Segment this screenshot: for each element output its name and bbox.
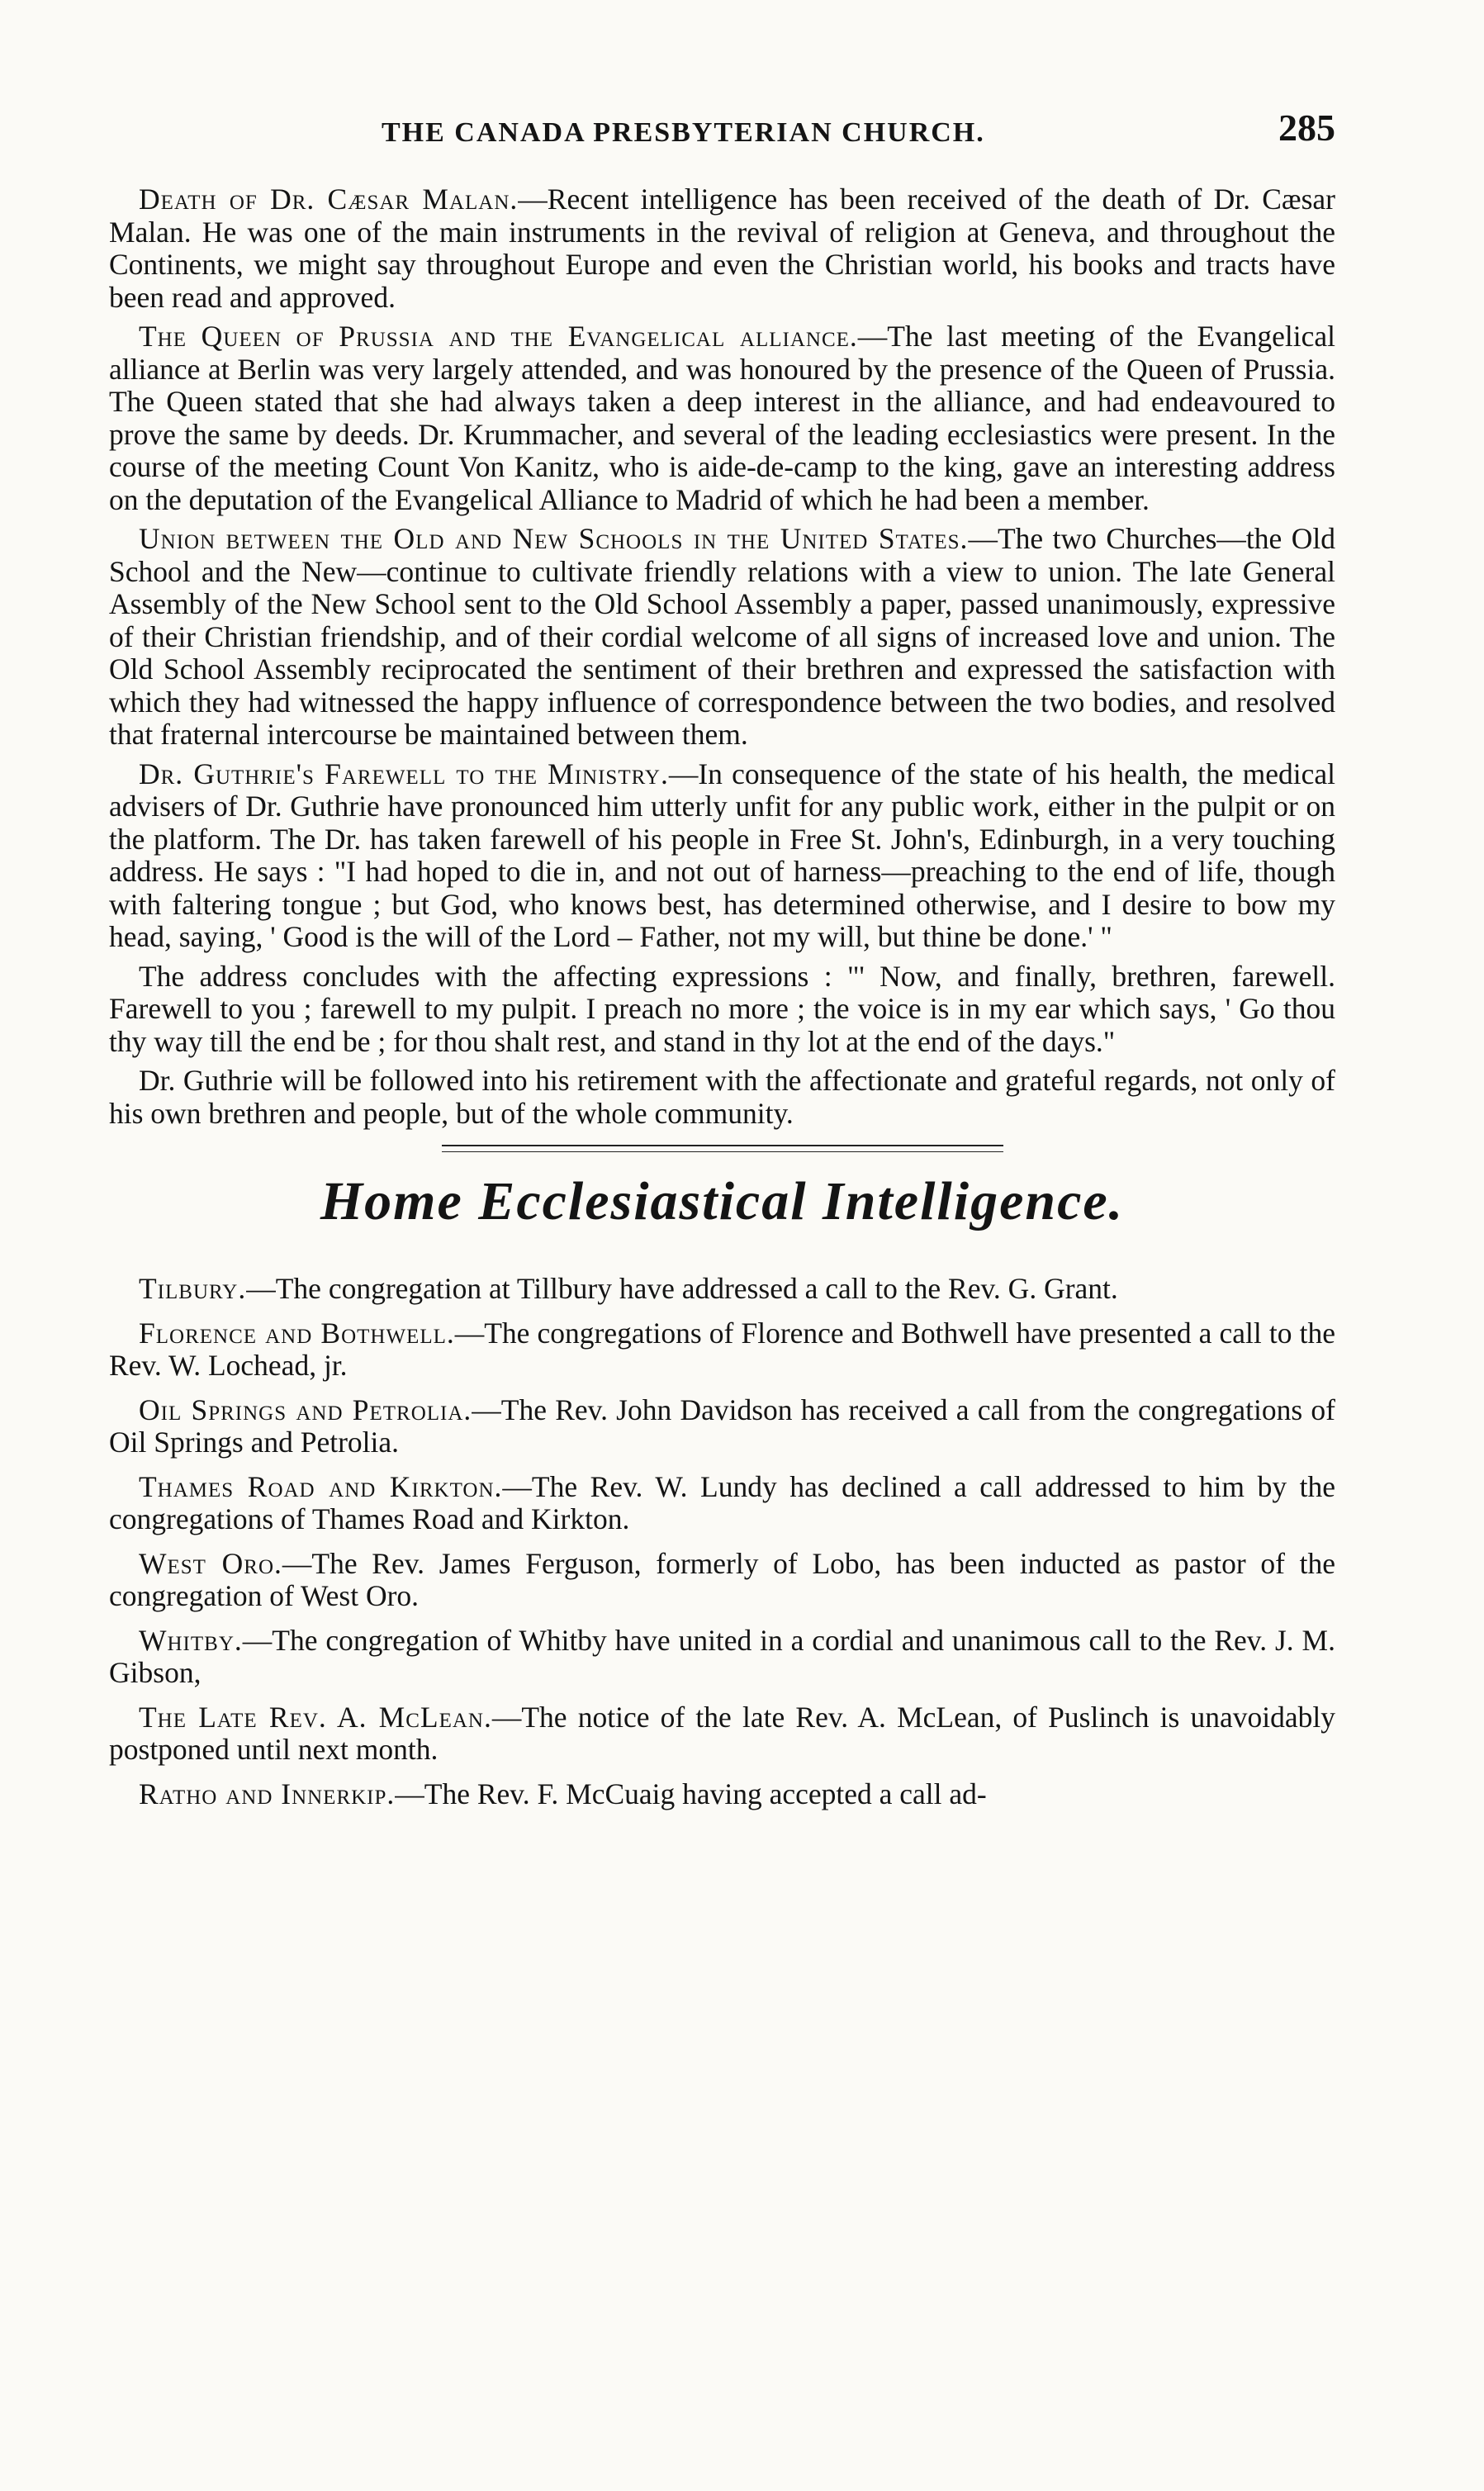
notice-heading: Florence and Bothwell. bbox=[139, 1316, 455, 1350]
notice-text: —The Rev. W. Lundy has declined a call addressed to him by the congregations of Thames Road and Kirkton. bbox=[109, 1469, 1335, 1535]
notice-text: —The congregations of Florence and Bothwell have presented a call to the Rev. W. Lochead, jr. bbox=[109, 1316, 1335, 1382]
notice-heading: Tilbury. bbox=[139, 1272, 247, 1305]
notice-heading: The Late Rev. A. McLean. bbox=[139, 1700, 492, 1734]
divider-rule bbox=[442, 1145, 1003, 1146]
notice-item bbox=[109, 1625, 1335, 1690]
divider-rule bbox=[442, 1151, 1003, 1152]
notice-heading: West Oro. bbox=[139, 1546, 282, 1580]
notice-item bbox=[109, 1701, 1335, 1767]
article-heading: The Queen of Prussia and the Evangelical alliance. bbox=[139, 320, 858, 353]
notice-item bbox=[109, 1548, 1335, 1613]
article-prussia bbox=[109, 320, 1335, 516]
notice-text: —The congregation of Whitby have united in a cordial and unanimous call to the Rev. J. M. Gibson, bbox=[109, 1623, 1335, 1689]
section-divider bbox=[442, 1145, 1003, 1152]
article-guthrie-closing bbox=[109, 1065, 1335, 1130]
notice-heading: Whitby. bbox=[139, 1623, 243, 1657]
notice-item bbox=[109, 1778, 1335, 1811]
running-head bbox=[109, 99, 1335, 157]
notice-item bbox=[109, 1273, 1335, 1306]
notice-item bbox=[109, 1317, 1335, 1383]
article-text: —The last meeting of the Evangelical alliance at Berlin was very largely attended, and was honoured by the presence of the Queen of Prussia. The Queen stated that she had always taken a deep interest in the alliance, and had endeavoured to prove the same by deeds. Dr. Krummacher, and several of the leading ecclesiastics were present. In the course of the meeting Count Von Kanitz, who is aide-de-camp to the king, gave an interesting address on the deputation of the Evangelical Alliance to Madrid of which he had been a member. bbox=[109, 320, 1335, 516]
notice-item bbox=[109, 1471, 1335, 1536]
article-text: Dr. Guthrie will be followed into his retirement with the affectionate and grateful regards, not only of his own brethren and people, but of the whole community. bbox=[109, 1064, 1335, 1130]
page-number: 285 bbox=[1278, 107, 1335, 149]
notice-text: —The Rev. F. McCuaig having accepted a call ad- bbox=[395, 1777, 987, 1810]
article-guthrie bbox=[109, 758, 1335, 954]
article-text: —Recent intelligence has been received of the death of Dr. Cæsar Malan. He was one of the main instruments in the revival of religion at Geneva, and throughout the Continents, we might say throughout Europe and even the Christian world, his books and tracts have been read and approved. bbox=[109, 183, 1335, 314]
notice-text: —The congregation at Tillbury have addressed a call to the Rev. G. Grant. bbox=[246, 1272, 1118, 1305]
article-malan bbox=[109, 183, 1335, 314]
article-text: —The two Churches—the Old School and the New—continue to cultivate friendly relations with a view to union. The late General Assembly of the New School sent to the Old School Assembly a paper, passed unanimously, expressive of their Christian friendship, and of their cordial welcome of all signs of increased love and union. The Old School Assembly reciprocated the sentiment of their brethren and expressed the satisfaction with which they had witnessed the happy influence of correspondence between the two bodies, and resolved that fraternal intercourse be maintained between them. bbox=[109, 522, 1335, 751]
article-guthrie-address bbox=[109, 961, 1335, 1059]
section-title: Home Ecclesiastical Intelligence. bbox=[320, 1171, 1125, 1231]
notice-text: —The notice of the late Rev. A. McLean, of Puslinch is unavoidably postponed until next month. bbox=[109, 1700, 1335, 1766]
notices-section bbox=[109, 1273, 1335, 1810]
running-title: THE CANADA PRESBYTERIAN CHURCH. bbox=[382, 117, 985, 148]
article-union bbox=[109, 523, 1335, 752]
notice-heading: Ratho and Innerkip. bbox=[139, 1777, 396, 1810]
notice-text: —The Rev. John Davidson has received a call from the congregations of Oil Springs and Petrolia. bbox=[109, 1393, 1335, 1459]
article-heading: Death of Dr. Cæsar Malan. bbox=[139, 183, 519, 216]
article-text: The address concludes with the affecting expressions : "' Now, and finally, brethren, farewell. Farewell to you ; farewell to my pulpit. I preach no more ; the voice is in my ear which says, ' Go thou thy way till the end be ; for thou shalt rest, and stand in thy lot at the end of the days." bbox=[109, 959, 1335, 1058]
news-section bbox=[109, 183, 1335, 1130]
article-heading: Dr. Guthrie's Farewell to the Ministry. bbox=[139, 757, 669, 790]
notice-heading: Oil Springs and Petrolia. bbox=[139, 1393, 472, 1426]
notice-text: —The Rev. James Ferguson, formerly of Lobo, has been inducted as pastor of the congregation of West Oro. bbox=[109, 1546, 1335, 1612]
notice-heading: Thames Road and Kirkton. bbox=[139, 1469, 503, 1503]
article-heading: Union between the Old and New Schools in the United States. bbox=[139, 522, 969, 555]
notice-item bbox=[109, 1394, 1335, 1459]
article-text: —In consequence of the state of his health, the medical advisers of Dr. Guthrie have pronounced him utterly unfit for any public work, either in the pulpit or on the platform. The Dr. has taken farewell of his people in Free St. John's, Edinburgh, in a very touching address. He says : "I had hoped to die in, and not out of harness—preaching to the end of life, though with faltering tongue ; but God, who knows best, has determined otherwise, and I desire to bow my head, saying, ' Good is the will of the Lord – Father, not my will, but thine be done.' " bbox=[109, 757, 1335, 953]
